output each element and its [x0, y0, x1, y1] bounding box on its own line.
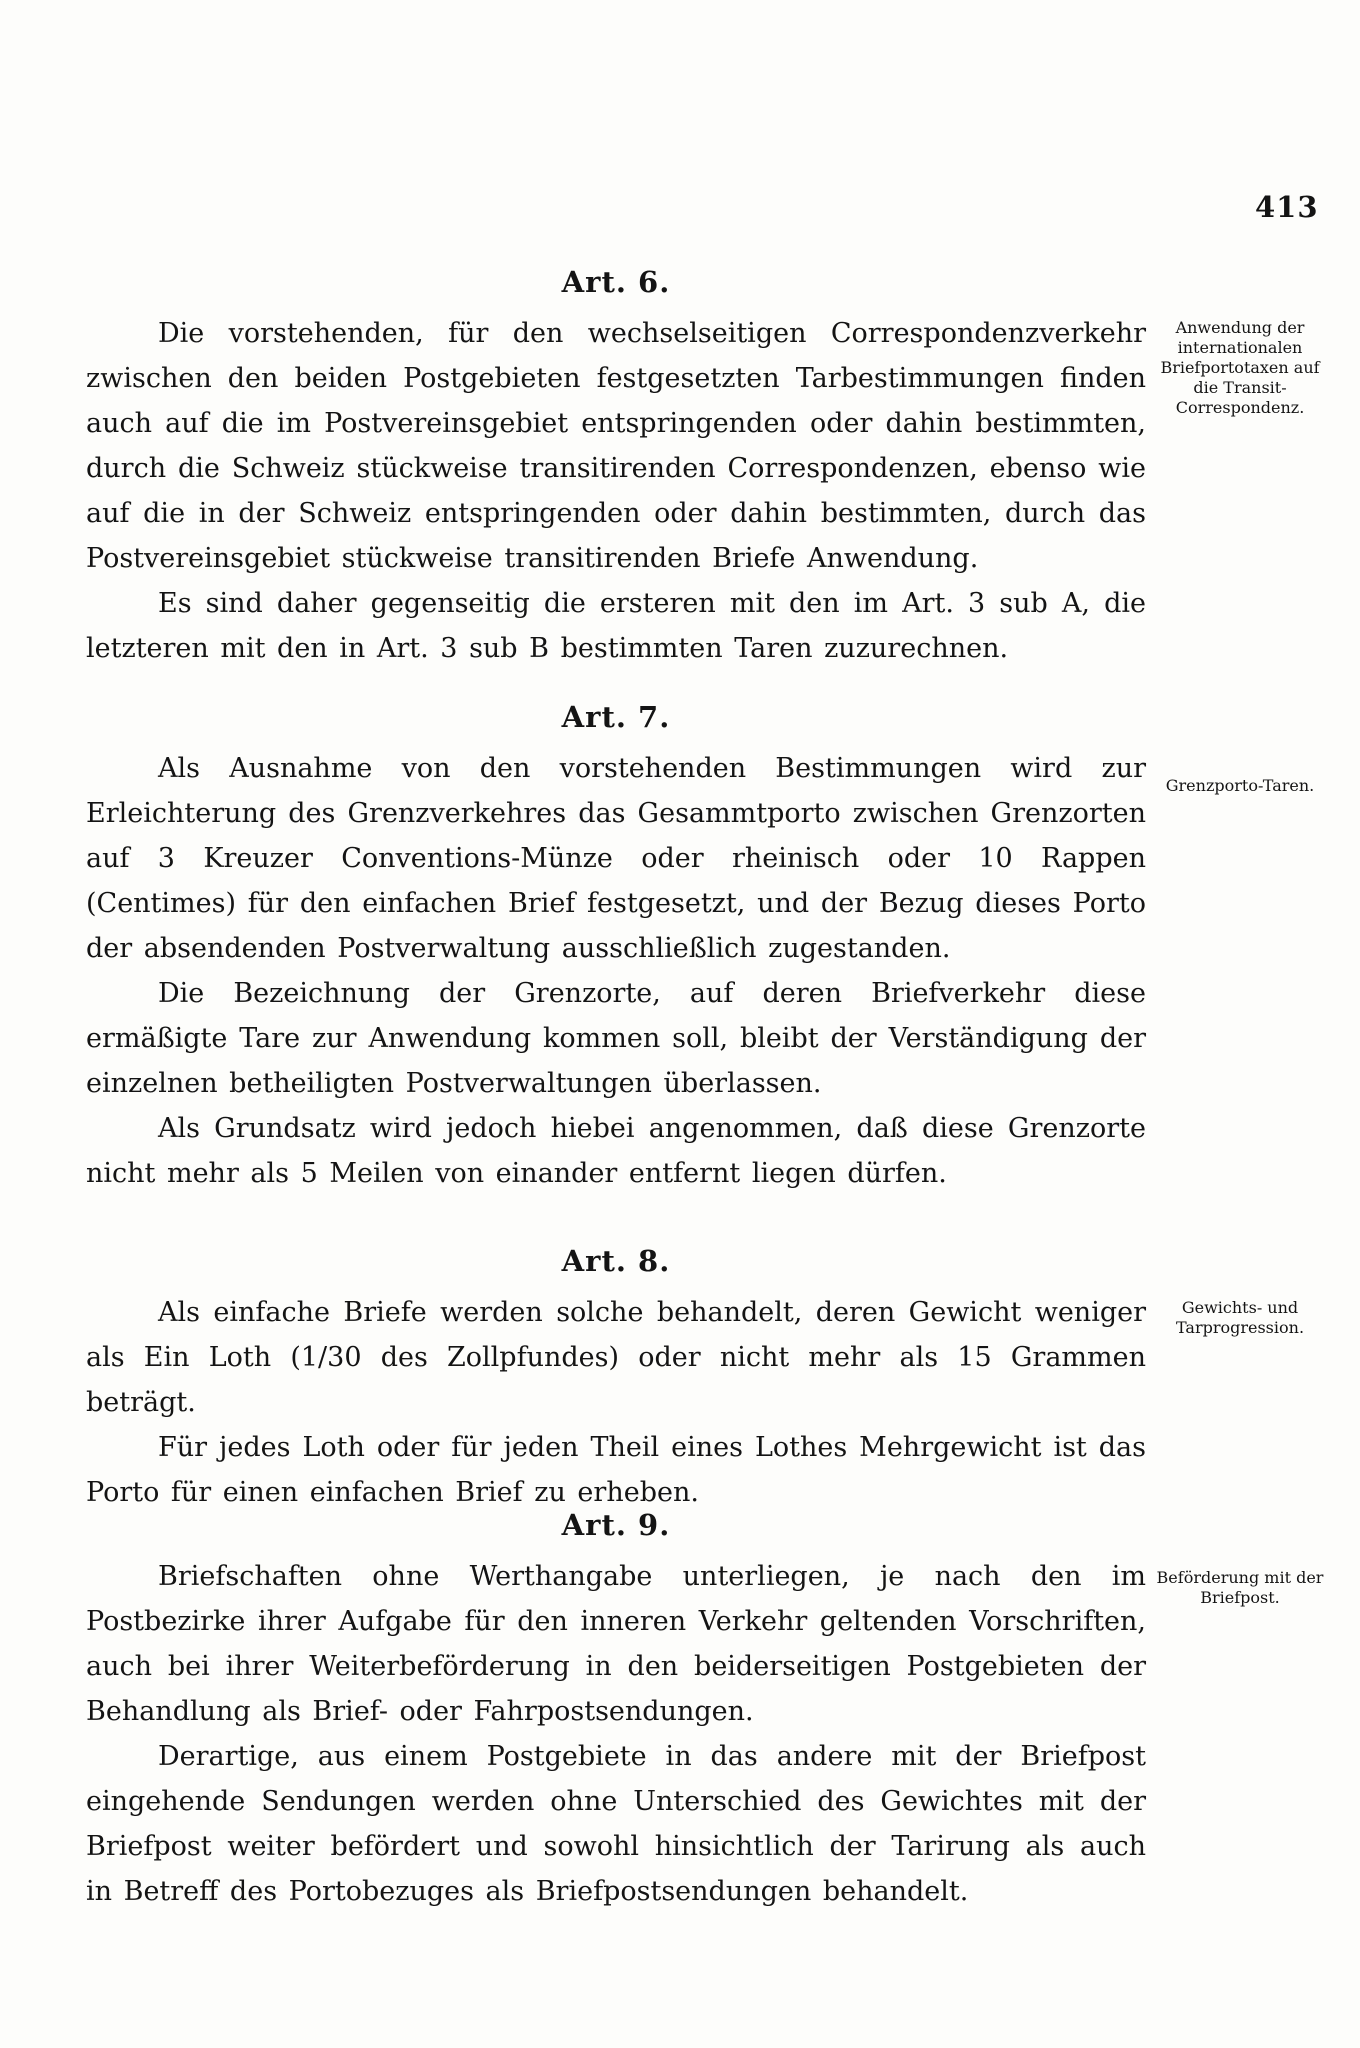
article-title: Art. 9.: [561, 1508, 671, 1542]
article-paragraph: Für jedes Loth oder für jeden Theil eines Lothes Mehrgewicht ist das Porto für einen einfachen Brief zu erheben.: [86, 1432, 1146, 1508]
article-6: [86, 265, 1146, 671]
article-title: Art. 6.: [561, 265, 671, 299]
article-8: [86, 1244, 1146, 1515]
article-paragraph: Es sind daher gegenseitig die ersteren mit den im Art. 3 sub A, die letzteren mit den in Art. 3 sub B bestimmten Taren zuzurechnen.: [86, 588, 1146, 664]
article-title: Art. 7.: [561, 700, 671, 734]
margin-note: Anwendung der internationalen Briefportotaxen auf die Transit-Correspondenz.: [1160, 318, 1320, 417]
article-paragraph: Derartige, aus einem Postgebiete in das andere mit der Briefpost eingehende Sendungen werden ohne Unterschied des Gewichtes mit der Briefpost weiter befördert und sowohl hinsichtlich der Tarirung als auch in Betreff des Portobezuges als Briefpostsendungen behandelt.: [86, 1741, 1146, 1907]
margin-note: Gewichts- und Tarprogression.: [1175, 1298, 1305, 1337]
article-paragraph: Die Bezeichnung der Grenzorte, auf deren Briefverkehr diese ermäßigte Tare zur Anwendung kommen soll, bleibt der Verständigung der einzelnen betheiligten Postverwaltungen überlassen.: [86, 978, 1146, 1099]
article-paragraph: Als einfache Briefe werden solche behandelt, deren Gewicht weniger als Ein Loth (1/30 des Zollpfundes) oder nicht mehr als 15 Grammen beträgt.: [86, 1297, 1146, 1418]
article-paragraph: Als Grundsatz wird jedoch hiebei angenommen, daß diese Grenzorte nicht mehr als 5 Meilen von einander entfernt liegen dürfen.: [86, 1113, 1146, 1189]
article-7: [86, 700, 1146, 1196]
margin-note: Beförderung mit der Briefpost.: [1156, 1568, 1324, 1607]
article-paragraph: Als Ausnahme von den vorstehenden Bestimmungen wird zur Erleichterung des Grenzverkehres das Gesammtporto zwischen Grenzorten auf 3 Kreuzer Conventions-Münze oder rheinisch oder 10 Rappen (Centimes) für den einfachen Brief festgesetzt, und der Bezug dieses Porto der absendenden Postverwaltung ausschließlich zugestanden.: [86, 753, 1146, 964]
article-paragraph: Die vorstehenden, für den wechselseitigen Correspondenzverkehr zwischen den beiden Postgebieten festgesetzten Tarbestimmungen finden auch auf die im Postvereinsgebiet entspringenden oder dahin bestimmten, durch die Schweiz stückweise transitirenden Correspondenzen, ebenso wie auf die in der Schweiz entspringenden oder dahin bestimmten, durch das Postvereinsgebiet stückweise transitirenden Briefe Anwendung.: [86, 318, 1146, 574]
article-title: Art. 8.: [561, 1244, 671, 1278]
margin-note: Grenzporto-Taren.: [1165, 776, 1315, 795]
page-number: 413: [1255, 190, 1319, 224]
article-9: [86, 1508, 1146, 1914]
article-paragraph: Briefschaften ohne Werthangabe unterliegen, je nach den im Postbezirke ihrer Aufgabe für den inneren Verkehr geltenden Vorschriften, auch bei ihrer Weiterbeförderung in den beiderseitigen Postgebieten der Behandlung als Brief- oder Fahrpostsendungen.: [86, 1561, 1146, 1727]
